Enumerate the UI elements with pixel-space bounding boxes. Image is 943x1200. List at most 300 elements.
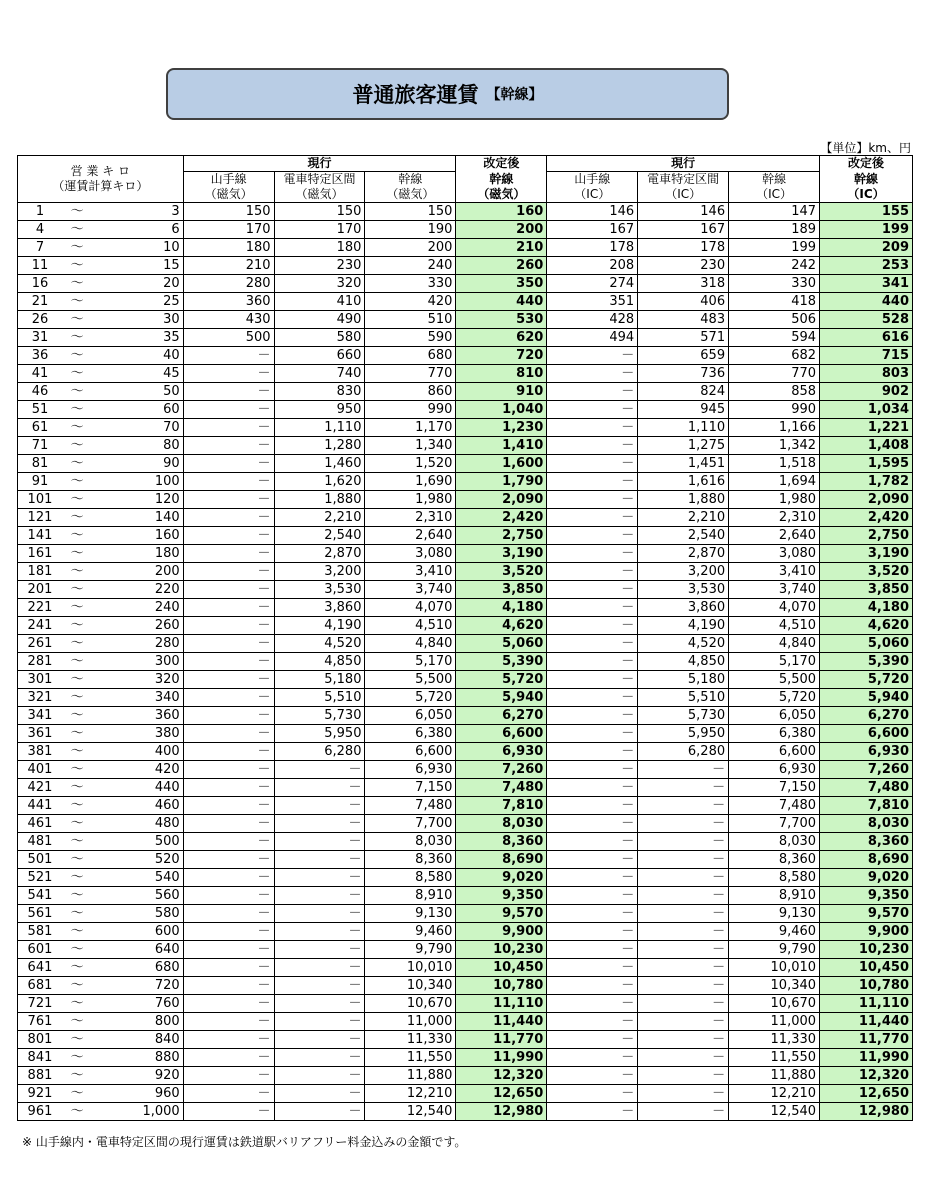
- cell-revised-magnetic: 1,410: [456, 437, 547, 455]
- km-tilde: ～: [62, 941, 92, 959]
- km-tilde: ～: [62, 995, 92, 1013]
- cell-densha-magnetic: 950: [274, 401, 365, 419]
- cell-yamanote-magnetic: －: [183, 1013, 274, 1031]
- cell-densha-ic: 167: [638, 221, 729, 239]
- km-from: 521: [18, 869, 62, 887]
- cell-revised-magnetic: 2,750: [456, 527, 547, 545]
- km-tilde: ～: [62, 563, 92, 581]
- cell-kansen-magnetic: 3,410: [365, 563, 456, 581]
- cell-yamanote-magnetic: －: [183, 815, 274, 833]
- km-tilde: ～: [62, 977, 92, 995]
- cell-kansen-ic: 770: [729, 365, 820, 383]
- km-from: 81: [18, 455, 62, 473]
- km-from: 421: [18, 779, 62, 797]
- cell-kansen-magnetic: 9,790: [365, 941, 456, 959]
- cell-yamanote-magnetic: －: [183, 887, 274, 905]
- km-to: 480: [92, 815, 183, 833]
- cell-kansen-ic: 2,640: [729, 527, 820, 545]
- cell-densha-magnetic: 2,540: [274, 527, 365, 545]
- km-from: 761: [18, 1013, 62, 1031]
- cell-kansen-ic: 1,342: [729, 437, 820, 455]
- km-from: 341: [18, 707, 62, 725]
- km-tilde: ～: [62, 437, 92, 455]
- cell-revised-magnetic: 1,040: [456, 401, 547, 419]
- cell-kansen-ic: 10,340: [729, 977, 820, 995]
- cell-yamanote-magnetic: －: [183, 491, 274, 509]
- km-tilde: ～: [62, 257, 92, 275]
- header-km: 営 業 キ ロ （運賃計算キロ）: [18, 156, 184, 203]
- km-to: 640: [92, 941, 183, 959]
- cell-kansen-magnetic: 11,000: [365, 1013, 456, 1031]
- cell-yamanote-magnetic: －: [183, 581, 274, 599]
- cell-densha-magnetic: 3,860: [274, 599, 365, 617]
- km-tilde: ～: [62, 401, 92, 419]
- table-row: [18, 779, 913, 797]
- cell-revised-magnetic: 1,230: [456, 419, 547, 437]
- cell-revised-magnetic: 530: [456, 311, 547, 329]
- cell-yamanote-magnetic: －: [183, 617, 274, 635]
- cell-yamanote-magnetic: －: [183, 761, 274, 779]
- cell-yamanote-ic: －: [547, 707, 638, 725]
- cell-yamanote-ic: －: [547, 779, 638, 797]
- km-tilde: ～: [62, 671, 92, 689]
- cell-kansen-magnetic: 11,880: [365, 1067, 456, 1085]
- cell-densha-magnetic: 5,180: [274, 671, 365, 689]
- cell-yamanote-ic: －: [547, 941, 638, 959]
- table-row: [18, 221, 913, 239]
- cell-revised-ic: 155: [820, 203, 913, 221]
- cell-kansen-ic: 5,720: [729, 689, 820, 707]
- cell-kansen-ic: 189: [729, 221, 820, 239]
- table-row: [18, 239, 913, 257]
- km-to: 680: [92, 959, 183, 977]
- cell-revised-magnetic: 7,480: [456, 779, 547, 797]
- km-tilde: ～: [62, 419, 92, 437]
- cell-densha-ic: －: [638, 995, 729, 1013]
- cell-densha-magnetic: 3,530: [274, 581, 365, 599]
- cell-densha-ic: 5,950: [638, 725, 729, 743]
- cell-revised-ic: 616: [820, 329, 913, 347]
- cell-kansen-ic: 1,518: [729, 455, 820, 473]
- km-tilde: ～: [62, 347, 92, 365]
- cell-kansen-magnetic: 8,910: [365, 887, 456, 905]
- cell-densha-magnetic: 3,200: [274, 563, 365, 581]
- km-to: 440: [92, 779, 183, 797]
- km-tilde: ～: [62, 959, 92, 977]
- km-to: 60: [92, 401, 183, 419]
- cell-kansen-ic: 11,000: [729, 1013, 820, 1031]
- km-to: 840: [92, 1031, 183, 1049]
- cell-densha-magnetic: 230: [274, 257, 365, 275]
- km-from: 601: [18, 941, 62, 959]
- cell-yamanote-magnetic: －: [183, 455, 274, 473]
- cell-kansen-magnetic: 510: [365, 311, 456, 329]
- cell-yamanote-ic: －: [547, 1013, 638, 1031]
- header-revised-magnetic-3: （磁気）: [456, 187, 547, 203]
- cell-kansen-magnetic: 420: [365, 293, 456, 311]
- cell-revised-magnetic: 10,450: [456, 959, 547, 977]
- cell-revised-magnetic: 12,980: [456, 1103, 547, 1121]
- km-tilde: ～: [62, 905, 92, 923]
- cell-yamanote-magnetic: －: [183, 545, 274, 563]
- cell-kansen-magnetic: 7,480: [365, 797, 456, 815]
- page-subtitle: 【幹線】: [486, 87, 543, 103]
- km-from: 161: [18, 545, 62, 563]
- cell-yamanote-ic: －: [547, 365, 638, 383]
- cell-yamanote-ic: －: [547, 401, 638, 419]
- header-current-ic: 現行: [547, 156, 820, 172]
- cell-densha-ic: 5,510: [638, 689, 729, 707]
- cell-kansen-ic: 7,150: [729, 779, 820, 797]
- cell-kansen-magnetic: 770: [365, 365, 456, 383]
- cell-revised-magnetic: 260: [456, 257, 547, 275]
- km-to: 600: [92, 923, 183, 941]
- cell-revised-magnetic: 350: [456, 275, 547, 293]
- cell-revised-magnetic: 810: [456, 365, 547, 383]
- cell-kansen-magnetic: 6,380: [365, 725, 456, 743]
- cell-yamanote-magnetic: －: [183, 941, 274, 959]
- cell-kansen-magnetic: 3,080: [365, 545, 456, 563]
- cell-densha-magnetic: －: [274, 851, 365, 869]
- cell-densha-magnetic: 740: [274, 365, 365, 383]
- cell-revised-magnetic: 2,420: [456, 509, 547, 527]
- cell-yamanote-magnetic: 360: [183, 293, 274, 311]
- km-to: 90: [92, 455, 183, 473]
- cell-kansen-ic: 1,166: [729, 419, 820, 437]
- cell-revised-magnetic: 7,260: [456, 761, 547, 779]
- cell-revised-magnetic: 9,900: [456, 923, 547, 941]
- cell-densha-magnetic: 4,190: [274, 617, 365, 635]
- cell-densha-ic: 736: [638, 365, 729, 383]
- km-tilde: ～: [62, 1031, 92, 1049]
- km-from: 141: [18, 527, 62, 545]
- cell-kansen-ic: 5,500: [729, 671, 820, 689]
- km-tilde: ～: [62, 527, 92, 545]
- km-tilde: ～: [62, 599, 92, 617]
- km-from: 401: [18, 761, 62, 779]
- cell-densha-magnetic: 1,620: [274, 473, 365, 491]
- km-to: 20: [92, 275, 183, 293]
- cell-revised-ic: 3,520: [820, 563, 913, 581]
- header-densha-magnetic: 電車特定区間 （磁気）: [274, 172, 365, 203]
- cell-revised-magnetic: 11,440: [456, 1013, 547, 1031]
- cell-yamanote-magnetic: －: [183, 437, 274, 455]
- km-to: 500: [92, 833, 183, 851]
- cell-densha-ic: －: [638, 905, 729, 923]
- km-from: 61: [18, 419, 62, 437]
- km-tilde: ～: [62, 1103, 92, 1121]
- cell-kansen-ic: 9,790: [729, 941, 820, 959]
- km-tilde: ～: [62, 1085, 92, 1103]
- km-from: 71: [18, 437, 62, 455]
- cell-revised-ic: 3,190: [820, 545, 913, 563]
- table-row: [18, 797, 913, 815]
- km-to: 35: [92, 329, 183, 347]
- cell-yamanote-ic: －: [547, 635, 638, 653]
- km-to: 220: [92, 581, 183, 599]
- table-row: [18, 869, 913, 887]
- cell-yamanote-magnetic: －: [183, 473, 274, 491]
- km-from: 4: [18, 221, 62, 239]
- table-row: [18, 599, 913, 617]
- cell-densha-magnetic: 410: [274, 293, 365, 311]
- table-row: [18, 311, 913, 329]
- cell-yamanote-ic: －: [547, 491, 638, 509]
- cell-revised-magnetic: 910: [456, 383, 547, 401]
- table-row: [18, 671, 913, 689]
- cell-yamanote-magnetic: －: [183, 347, 274, 365]
- km-tilde: ～: [62, 833, 92, 851]
- cell-yamanote-magnetic: －: [183, 869, 274, 887]
- cell-revised-ic: 2,420: [820, 509, 913, 527]
- cell-densha-magnetic: 5,950: [274, 725, 365, 743]
- header-kansen-magnetic: 幹線 （磁気）: [365, 172, 456, 203]
- km-from: 561: [18, 905, 62, 923]
- km-from: 201: [18, 581, 62, 599]
- km-to: 80: [92, 437, 183, 455]
- km-to: 50: [92, 383, 183, 401]
- km-from: 121: [18, 509, 62, 527]
- km-to: 100: [92, 473, 183, 491]
- cell-densha-ic: 4,520: [638, 635, 729, 653]
- table-row: [18, 455, 913, 473]
- cell-densha-ic: 1,110: [638, 419, 729, 437]
- km-tilde: ～: [62, 635, 92, 653]
- km-tilde: ～: [62, 1067, 92, 1085]
- cell-kansen-magnetic: 7,700: [365, 815, 456, 833]
- cell-densha-ic: 146: [638, 203, 729, 221]
- cell-revised-magnetic: 3,190: [456, 545, 547, 563]
- cell-densha-magnetic: 5,510: [274, 689, 365, 707]
- km-tilde: ～: [62, 221, 92, 239]
- cell-densha-ic: 2,540: [638, 527, 729, 545]
- km-from: 881: [18, 1067, 62, 1085]
- cell-revised-ic: 5,720: [820, 671, 913, 689]
- cell-densha-magnetic: 2,870: [274, 545, 365, 563]
- km-tilde: ～: [62, 365, 92, 383]
- cell-revised-ic: 5,940: [820, 689, 913, 707]
- cell-densha-magnetic: 830: [274, 383, 365, 401]
- cell-kansen-magnetic: 2,310: [365, 509, 456, 527]
- header-revised-magnetic-1: 改定後: [456, 156, 547, 172]
- cell-kansen-magnetic: 1,170: [365, 419, 456, 437]
- km-from: 21: [18, 293, 62, 311]
- page-title: 普通旅客運賃: [352, 83, 479, 107]
- cell-yamanote-magnetic: －: [183, 1031, 274, 1049]
- table-row: [18, 761, 913, 779]
- unit-label: 【単位】km、円: [820, 141, 911, 155]
- cell-yamanote-magnetic: 180: [183, 239, 274, 257]
- table-row: [18, 491, 913, 509]
- km-to: 140: [92, 509, 183, 527]
- km-from: 261: [18, 635, 62, 653]
- km-tilde: ～: [62, 203, 92, 221]
- cell-yamanote-ic: －: [547, 671, 638, 689]
- km-from: 301: [18, 671, 62, 689]
- fare-table: [17, 155, 913, 1121]
- cell-revised-ic: 8,360: [820, 833, 913, 851]
- cell-kansen-ic: 594: [729, 329, 820, 347]
- cell-densha-magnetic: －: [274, 815, 365, 833]
- km-to: 10: [92, 239, 183, 257]
- cell-revised-magnetic: 10,780: [456, 977, 547, 995]
- cell-yamanote-magnetic: －: [183, 1067, 274, 1085]
- cell-yamanote-magnetic: －: [183, 743, 274, 761]
- km-from: 321: [18, 689, 62, 707]
- km-to: 30: [92, 311, 183, 329]
- km-to: 400: [92, 743, 183, 761]
- cell-revised-magnetic: 210: [456, 239, 547, 257]
- cell-densha-ic: －: [638, 1067, 729, 1085]
- cell-yamanote-ic: －: [547, 653, 638, 671]
- km-to: 240: [92, 599, 183, 617]
- km-from: 46: [18, 383, 62, 401]
- cell-revised-ic: 5,390: [820, 653, 913, 671]
- cell-densha-magnetic: －: [274, 959, 365, 977]
- cell-revised-ic: 11,990: [820, 1049, 913, 1067]
- cell-densha-ic: 6,280: [638, 743, 729, 761]
- cell-densha-ic: －: [638, 779, 729, 797]
- cell-yamanote-ic: －: [547, 563, 638, 581]
- cell-densha-ic: 406: [638, 293, 729, 311]
- cell-densha-magnetic: 170: [274, 221, 365, 239]
- title-box: [166, 68, 729, 120]
- cell-kansen-magnetic: 4,840: [365, 635, 456, 653]
- km-to: 420: [92, 761, 183, 779]
- km-to: 760: [92, 995, 183, 1013]
- km-to: 720: [92, 977, 183, 995]
- cell-densha-magnetic: －: [274, 1085, 365, 1103]
- cell-densha-magnetic: 490: [274, 311, 365, 329]
- cell-yamanote-ic: －: [547, 833, 638, 851]
- cell-yamanote-magnetic: 170: [183, 221, 274, 239]
- cell-densha-ic: 5,180: [638, 671, 729, 689]
- cell-kansen-magnetic: 4,070: [365, 599, 456, 617]
- cell-kansen-ic: 12,210: [729, 1085, 820, 1103]
- cell-revised-magnetic: 6,600: [456, 725, 547, 743]
- km-tilde: ～: [62, 473, 92, 491]
- cell-kansen-ic: 3,740: [729, 581, 820, 599]
- cell-yamanote-magnetic: －: [183, 671, 274, 689]
- cell-kansen-magnetic: 10,010: [365, 959, 456, 977]
- km-to: 320: [92, 671, 183, 689]
- cell-kansen-magnetic: 3,740: [365, 581, 456, 599]
- cell-revised-ic: 341: [820, 275, 913, 293]
- cell-densha-magnetic: －: [274, 869, 365, 887]
- cell-densha-magnetic: 580: [274, 329, 365, 347]
- cell-yamanote-magnetic: －: [183, 1049, 274, 1067]
- cell-revised-magnetic: 5,720: [456, 671, 547, 689]
- cell-densha-ic: 945: [638, 401, 729, 419]
- cell-yamanote-ic: －: [547, 851, 638, 869]
- km-to: 160: [92, 527, 183, 545]
- cell-kansen-magnetic: 10,340: [365, 977, 456, 995]
- cell-kansen-ic: 3,080: [729, 545, 820, 563]
- cell-kansen-magnetic: 12,540: [365, 1103, 456, 1121]
- cell-kansen-ic: 3,410: [729, 563, 820, 581]
- cell-revised-ic: 5,060: [820, 635, 913, 653]
- cell-kansen-magnetic: 1,690: [365, 473, 456, 491]
- cell-revised-magnetic: 9,570: [456, 905, 547, 923]
- cell-kansen-ic: 506: [729, 311, 820, 329]
- cell-densha-ic: 1,616: [638, 473, 729, 491]
- cell-yamanote-ic: －: [547, 761, 638, 779]
- cell-kansen-magnetic: 2,640: [365, 527, 456, 545]
- cell-kansen-ic: 6,050: [729, 707, 820, 725]
- cell-densha-ic: 1,451: [638, 455, 729, 473]
- cell-kansen-ic: 7,480: [729, 797, 820, 815]
- cell-yamanote-magnetic: 500: [183, 329, 274, 347]
- cell-kansen-magnetic: 150: [365, 203, 456, 221]
- cell-revised-ic: 8,690: [820, 851, 913, 869]
- km-tilde: ～: [62, 761, 92, 779]
- table-row: [18, 365, 913, 383]
- km-tilde: ～: [62, 581, 92, 599]
- km-from: 681: [18, 977, 62, 995]
- km-to: 540: [92, 869, 183, 887]
- cell-kansen-ic: 858: [729, 383, 820, 401]
- table-row: [18, 203, 913, 221]
- header-revised-ic-2: 幹線: [820, 172, 913, 187]
- km-to: 3: [92, 203, 183, 221]
- cell-revised-magnetic: 440: [456, 293, 547, 311]
- cell-revised-ic: 6,270: [820, 707, 913, 725]
- cell-yamanote-magnetic: 210: [183, 257, 274, 275]
- cell-densha-ic: 2,210: [638, 509, 729, 527]
- cell-densha-ic: 4,190: [638, 617, 729, 635]
- table-row: [18, 509, 913, 527]
- cell-yamanote-magnetic: －: [183, 1085, 274, 1103]
- cell-revised-ic: 7,810: [820, 797, 913, 815]
- cell-densha-ic: －: [638, 887, 729, 905]
- cell-kansen-magnetic: 590: [365, 329, 456, 347]
- cell-kansen-ic: 6,600: [729, 743, 820, 761]
- cell-densha-magnetic: －: [274, 923, 365, 941]
- cell-revised-magnetic: 9,020: [456, 869, 547, 887]
- cell-revised-ic: 253: [820, 257, 913, 275]
- cell-yamanote-magnetic: －: [183, 725, 274, 743]
- cell-revised-magnetic: 720: [456, 347, 547, 365]
- footnote: ※ 山手線内・電車特定区間の現行運賃は鉄道駅バリアフリー料金込みの金額です。: [22, 1135, 467, 1149]
- km-from: 51: [18, 401, 62, 419]
- cell-kansen-magnetic: 240: [365, 257, 456, 275]
- cell-revised-ic: 4,180: [820, 599, 913, 617]
- cell-kansen-magnetic: 190: [365, 221, 456, 239]
- km-from: 221: [18, 599, 62, 617]
- km-from: 461: [18, 815, 62, 833]
- km-to: 800: [92, 1013, 183, 1031]
- cell-yamanote-ic: －: [547, 689, 638, 707]
- km-tilde: ～: [62, 383, 92, 401]
- cell-kansen-ic: 11,330: [729, 1031, 820, 1049]
- cell-yamanote-magnetic: －: [183, 779, 274, 797]
- cell-yamanote-ic: －: [547, 995, 638, 1013]
- cell-kansen-magnetic: 330: [365, 275, 456, 293]
- cell-kansen-magnetic: 12,210: [365, 1085, 456, 1103]
- cell-revised-magnetic: 11,110: [456, 995, 547, 1013]
- km-to: 580: [92, 905, 183, 923]
- cell-revised-ic: 199: [820, 221, 913, 239]
- km-from: 181: [18, 563, 62, 581]
- km-to: 960: [92, 1085, 183, 1103]
- km-from: 501: [18, 851, 62, 869]
- cell-yamanote-magnetic: －: [183, 923, 274, 941]
- table-row: [18, 815, 913, 833]
- table-row: [18, 419, 913, 437]
- cell-kansen-magnetic: 5,720: [365, 689, 456, 707]
- cell-yamanote-ic: －: [547, 437, 638, 455]
- cell-yamanote-magnetic: －: [183, 977, 274, 995]
